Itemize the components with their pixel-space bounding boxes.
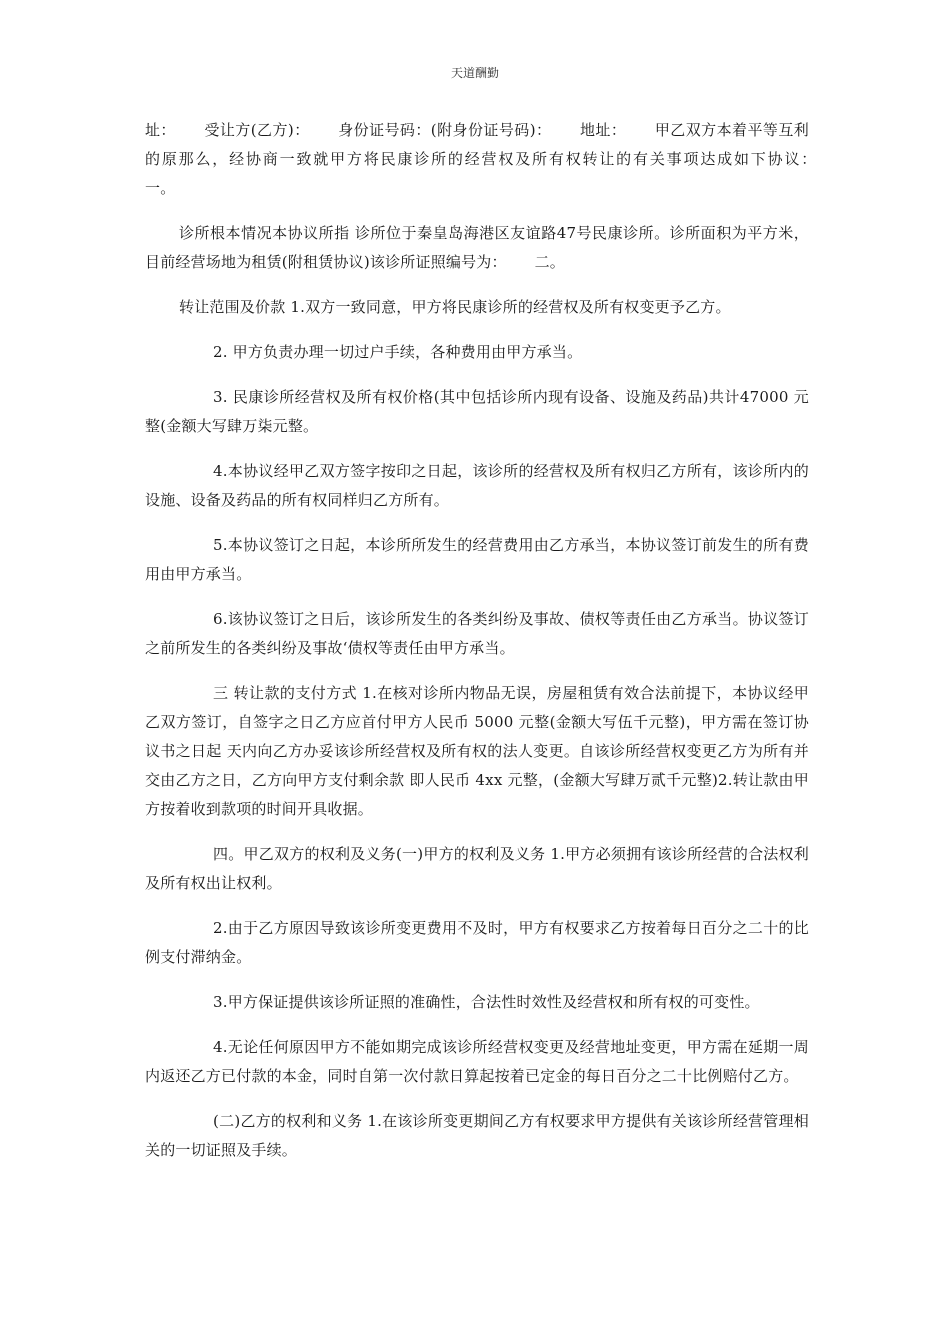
paragraph-clause-5: 5.本协议签订之日起，本诊所所发生的经营费用由乙方承当，本协议签订前发生的所有费用由甲方承当。 <box>145 536 809 583</box>
paragraph-parties: 址： 受让方(乙方)： 身份证号码：(附身份证号码)： 地址： 甲乙双方本着平等互利的原那么，经协商一致就甲方将民康诊所的经营权及所有权转让的有关事项达成如下协议： 一。 <box>145 121 845 197</box>
paragraph-license-guarantee: 3.甲方保证提供该诊所证照的准确性，合法性时效性及经营权和所有权的可变性。 <box>213 993 760 1011</box>
paragraph-rights-party-a: 四。甲乙双方的权利及义务(一)甲方的权利及义务 1.甲方必须拥有该诊所经营的合法权利及所有权出让权利。 <box>145 845 809 892</box>
document-body <box>145 116 845 1181</box>
paragraph-late-fee: 2.由于乙方原因导致该诊所变更费用不及时，甲方有权要求乙方按着每日百分之二十的比例支付滞纳金。 <box>145 919 809 966</box>
paragraph-rights-party-b: (二)乙方的权利和义务 1.在该诊所变更期间乙方有权要求甲方提供有关该诊所经营管理相关的一切证照及手续。 <box>145 1112 809 1159</box>
paragraph-clinic-info: 诊所根本情况本协议所指 诊所位于秦皇岛海港区友谊路47号民康诊所。诊所面积为平方米，目前经营场地为租赁(附租赁协议)该诊所证照编号为： 二。 <box>145 224 809 271</box>
paragraph-refund: 4.无论任何原因甲方不能如期完成该诊所经营权变更及经营地址变更，甲方需在延期一周内返还乙方已付款的本金，同时自第一次付款日算起按着已定金的每日百分之二十比例赔付乙方。 <box>145 1038 809 1085</box>
page-header: 天道酬勤 <box>450 66 499 80</box>
paragraph-clause-2: 2. 甲方负责办理一切过户手续，各种费用由甲方承当。 <box>213 343 583 361</box>
paragraph-clause-4: 4.本协议经甲乙双方签字按印之日起，该诊所的经营权及所有权归乙方所有，该诊所内的设施、设备及药品的所有权同样归乙方所有。 <box>145 462 809 509</box>
paragraph-payment-method: 三 转让款的支付方式 1.在核对诊所内物品无误，房屋租赁有效合法前提下，本协议经甲乙双方签订，自签字之日乙方应首付甲方人民币 5000 元整(金额大写伍千元整)，甲方需在签订协议书之日起 天内向乙方办妥该诊所经营权及所有权的法人变更。自该诊所经营权变更乙方为所有并交由乙方之日，乙方向甲方支付剩余款 即人民币 4xx 元整，(金额大写肆万贰千元整)2.转让款由甲方按着收到款项的时间开具收据。 <box>145 684 809 818</box>
paragraph-clause-6: 6.该协议签订之日后，该诊所发生的各类纠纷及事故、债权等责任由乙方承当。协议签订之前所发生的各类纠纷及事故‘债权等责任由甲方承当。 <box>145 610 809 657</box>
paragraph-transfer-scope: 转让范围及价款 1.双方一致同意，甲方将民康诊所的经营权及所有权变更予乙方。 <box>179 298 731 316</box>
paragraph-clause-3: 3. 民康诊所经营权及所有权价格(其中包括诊所内现有设备、设施及药品)共计47000 元整(金额大写肆万柒元整。 <box>145 388 809 435</box>
